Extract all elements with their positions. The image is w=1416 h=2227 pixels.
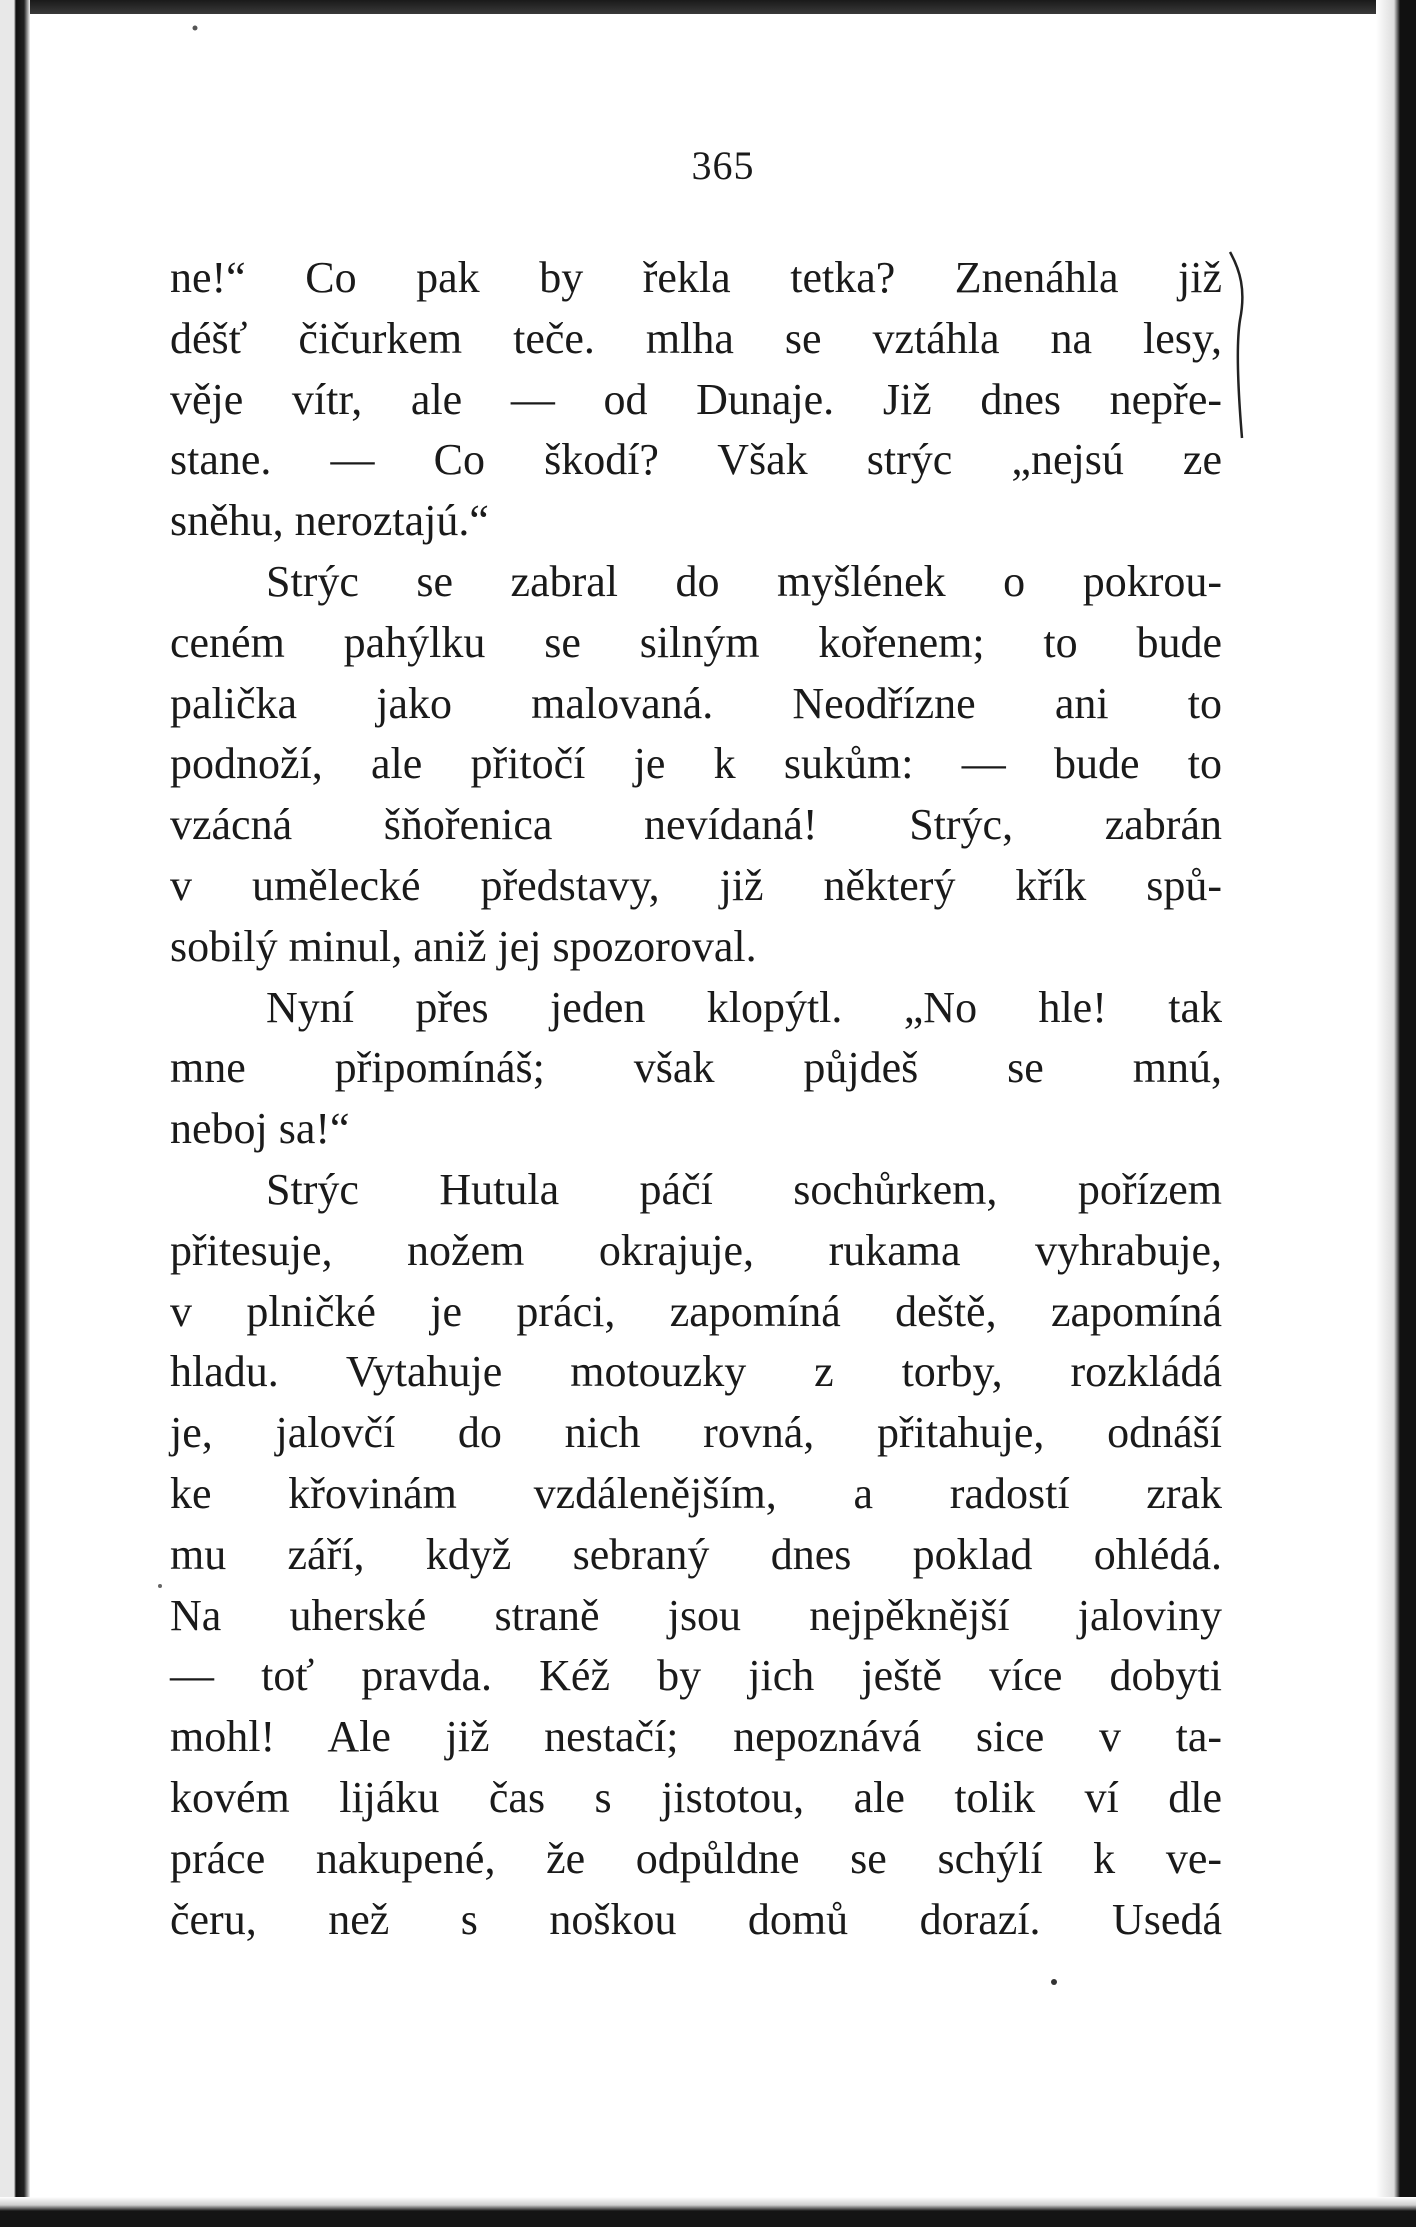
text-line: v umělecké představy, již některý křík spů-: [170, 860, 1222, 910]
text-line: přitesuje, nožem okrajuje, rukama vyhrabuje,: [170, 1225, 1222, 1275]
text-line: ceném pahýlku se silným kořenem; to bude: [170, 617, 1222, 667]
text-line: stane. — Co škodí? Však strýc „nejsú ze: [170, 435, 1222, 485]
text-line: vzácná šňořenica nevídaná! Strýc, zabrán: [170, 800, 1222, 850]
text-line: hladu. Vytahuje motouzky z torby, rozkládá: [170, 1347, 1222, 1397]
text-line: — toť pravda. Kéž by jich ještě více dobyti: [170, 1651, 1222, 1701]
text-line: mohl! Ale již nestačí; nepoznává sice v ta-: [170, 1712, 1222, 1762]
text-line: kovém lijáku čas s jistotou, ale tolik ví dle: [170, 1772, 1222, 1822]
text-line: neboj sa!“: [170, 1104, 350, 1154]
text-line: v plničké je práci, zapomíná deště, zapomíná: [170, 1286, 1222, 1336]
text-line: Nyní přes jeden klopýtl. „No hle! tak: [266, 982, 1222, 1032]
text-line: Strýc se zabral do myšlének o pokrou-: [266, 556, 1222, 606]
text-line: déšť čičurkem teče. mlha se vztáhla na lesy,: [170, 313, 1222, 363]
text-line: Strýc Hutula páčí sochůrkem, pořízem: [266, 1164, 1222, 1214]
page-number: 365: [691, 143, 755, 188]
text-line: věje vítr, ale — od Dunaje. Již dnes nepře-: [170, 374, 1222, 424]
text-line: sobilý minul, aniž jej spozoroval.: [170, 921, 757, 971]
text-line: mu září, když sebraný dnes poklad ohlédá.: [170, 1529, 1222, 1579]
text-line: je, jalovčí do nich rovná, přitahuje, odnáší: [170, 1408, 1222, 1458]
body-text: [170, 248, 1222, 1950]
text-line: ne!“ Co pak by řekla tetka? Znenáhla již: [170, 253, 1222, 302]
text-line: mne připomínáš; však půjdeš se mnú,: [170, 1043, 1222, 1093]
text-line: palička jako malovaná. Neodřízne ani to: [170, 678, 1222, 728]
text-line: sněhu, neroztajú.“: [170, 496, 489, 546]
text-line: ke křovinám vzdálenějším, a radostí zrak: [170, 1468, 1222, 1518]
text-line: podnoží, ale přitočí je k sukům: — bude to: [170, 739, 1222, 789]
text-line: čeru, než s noškou domů dorazí. Usedá: [170, 1894, 1222, 1944]
text-line: Na uherské straně jsou nejpěknější jaloviny: [170, 1590, 1222, 1640]
text-line: práce nakupené, že odpůldne se schýlí k ve-: [170, 1833, 1222, 1883]
